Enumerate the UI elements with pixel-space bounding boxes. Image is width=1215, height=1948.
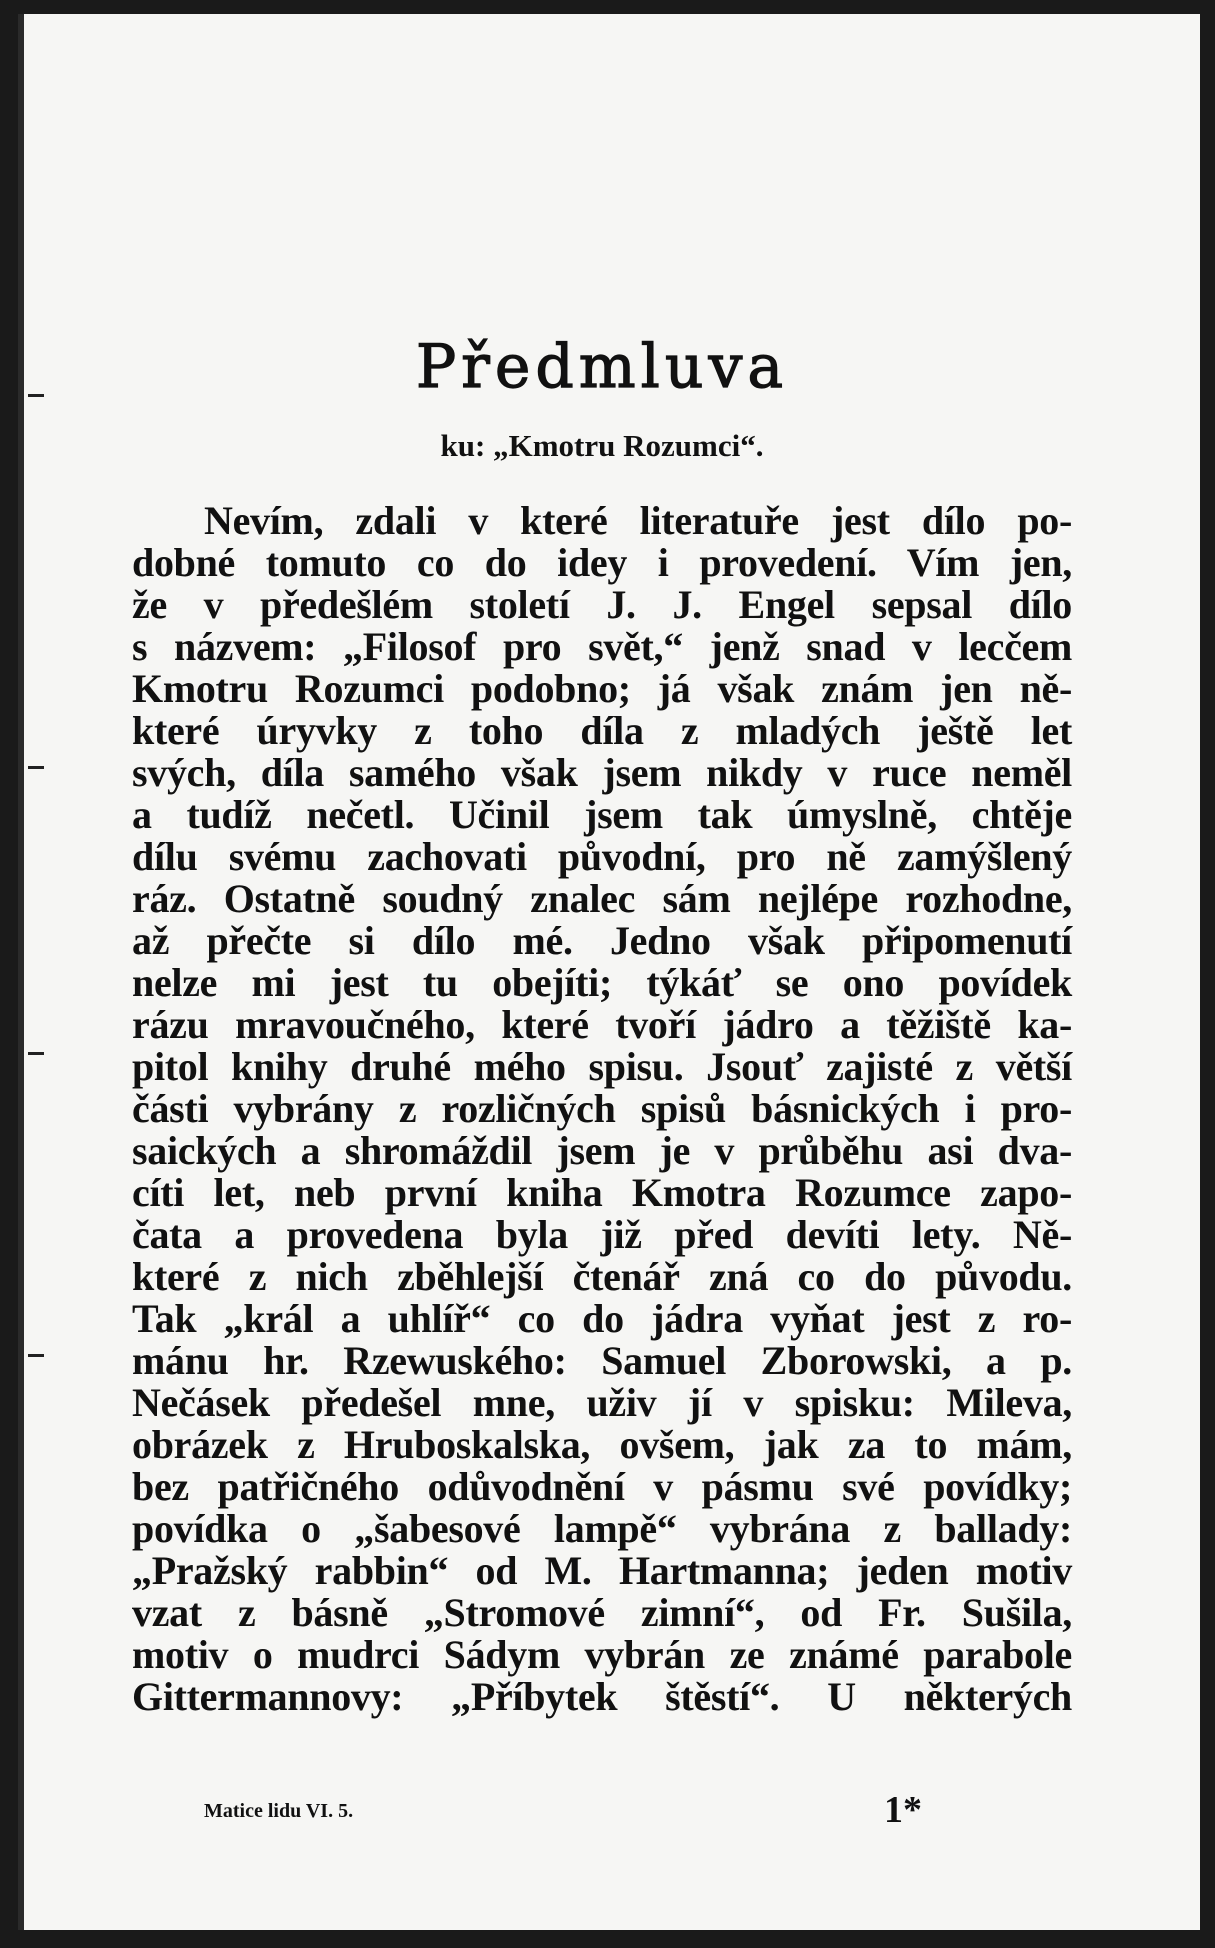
text-line: s názvem: „Filosof pro svět,“ jenž snad v lecčem: [132, 624, 1072, 669]
sheet-number: 1*: [884, 1789, 922, 1831]
book-page: [18, 14, 1200, 1930]
text-line: že v předešlém století J. J. Engel sepsal dílo: [132, 582, 1072, 627]
text-line: vzat z básně „Stromové zimní“, od Fr. Sušila,: [132, 1590, 1072, 1635]
page-title: Předmluva: [415, 332, 789, 402]
text-line: Gittermannovy: „Příbytek štěstí“. U některých: [132, 1674, 1072, 1719]
text-line: Tak „král a uhlíř“ co do jádra vyňat jest z ro-: [132, 1296, 1072, 1341]
text-line: až přečte si dílo mé. Jedno však připomenutí: [132, 918, 1072, 963]
text-line: rázu mravoučného, které tvoří jádro a těžiště ka-: [132, 1002, 1072, 1047]
text-line: části vybrány z rozličných spisů básnických i pro-: [132, 1086, 1072, 1131]
text-line: cíti let, neb první kniha Kmotra Rozumce zapo-: [132, 1170, 1072, 1215]
text-line: dílu svému zachovati původní, pro ně zamýšlený: [132, 834, 1072, 879]
signature-mark: Matice lidu VI. 5.: [204, 1800, 354, 1822]
text-line: nelze mi jest tu obejíti; týkáť se ono povídek: [132, 960, 1072, 1005]
page-content: [132, 332, 1072, 1718]
text-line: čata a provedena byla již před devíti lety. Ně-: [132, 1212, 1072, 1257]
text-line: Kmotru Rozumci podobno; já však znám jen ně-: [132, 666, 1072, 711]
edge-mark: [28, 394, 44, 397]
text-line: saických a shromáždil jsem je v průběhu asi dva-: [132, 1128, 1072, 1173]
text-line: povídka o „šabesové lampě“ vybrána z ballady:: [132, 1506, 1072, 1551]
text-line: svých, díla samého však jsem nikdy v ruce neměl: [132, 750, 1072, 795]
text-line: „Pražský rabbin“ od M. Hartmanna; jeden motiv: [132, 1548, 1072, 1593]
text-line: které úryvky z toho díla z mladých ještě let: [132, 708, 1072, 753]
text-line: ráz. Ostatně soudný znalec sám nejlépe rozhodne,: [132, 876, 1072, 921]
text-line: mánu hr. Rzewuského: Samuel Zborowski, a p.: [132, 1338, 1072, 1383]
text-line: a tudíž nečetl. Učinil jsem tak úmyslně, chtěje: [132, 792, 1072, 837]
text-line: obrázek z Hruboskalska, ovšem, jak za to mám,: [132, 1422, 1072, 1467]
edge-mark: [28, 1052, 44, 1055]
page-subtitle: ku: „Kmotru Rozumci“.: [440, 428, 764, 463]
text-line: motiv o mudrci Sádym vybrán ze známé parabole: [132, 1632, 1072, 1677]
text-line: které z nich zběhlejší čtenář zná co do původu.: [132, 1254, 1072, 1299]
text-line: pitol knihy druhé mého spisu. Jsouť zajisté z větší: [132, 1044, 1072, 1089]
text-line: Nečásek předešel mne, uživ jí v spisku: Mileva,: [132, 1380, 1072, 1425]
text-line: bez patřičného odůvodnění v pásmu své povídky;: [132, 1464, 1072, 1509]
edge-mark: [28, 766, 44, 769]
edge-mark: [28, 1354, 44, 1357]
body-text: [132, 500, 1072, 1718]
text-line: Nevím, zdali v které literatuře jest dílo po-: [204, 498, 1072, 543]
text-line: dobné tomuto co do idey i provedení. Vím jen,: [132, 540, 1072, 585]
